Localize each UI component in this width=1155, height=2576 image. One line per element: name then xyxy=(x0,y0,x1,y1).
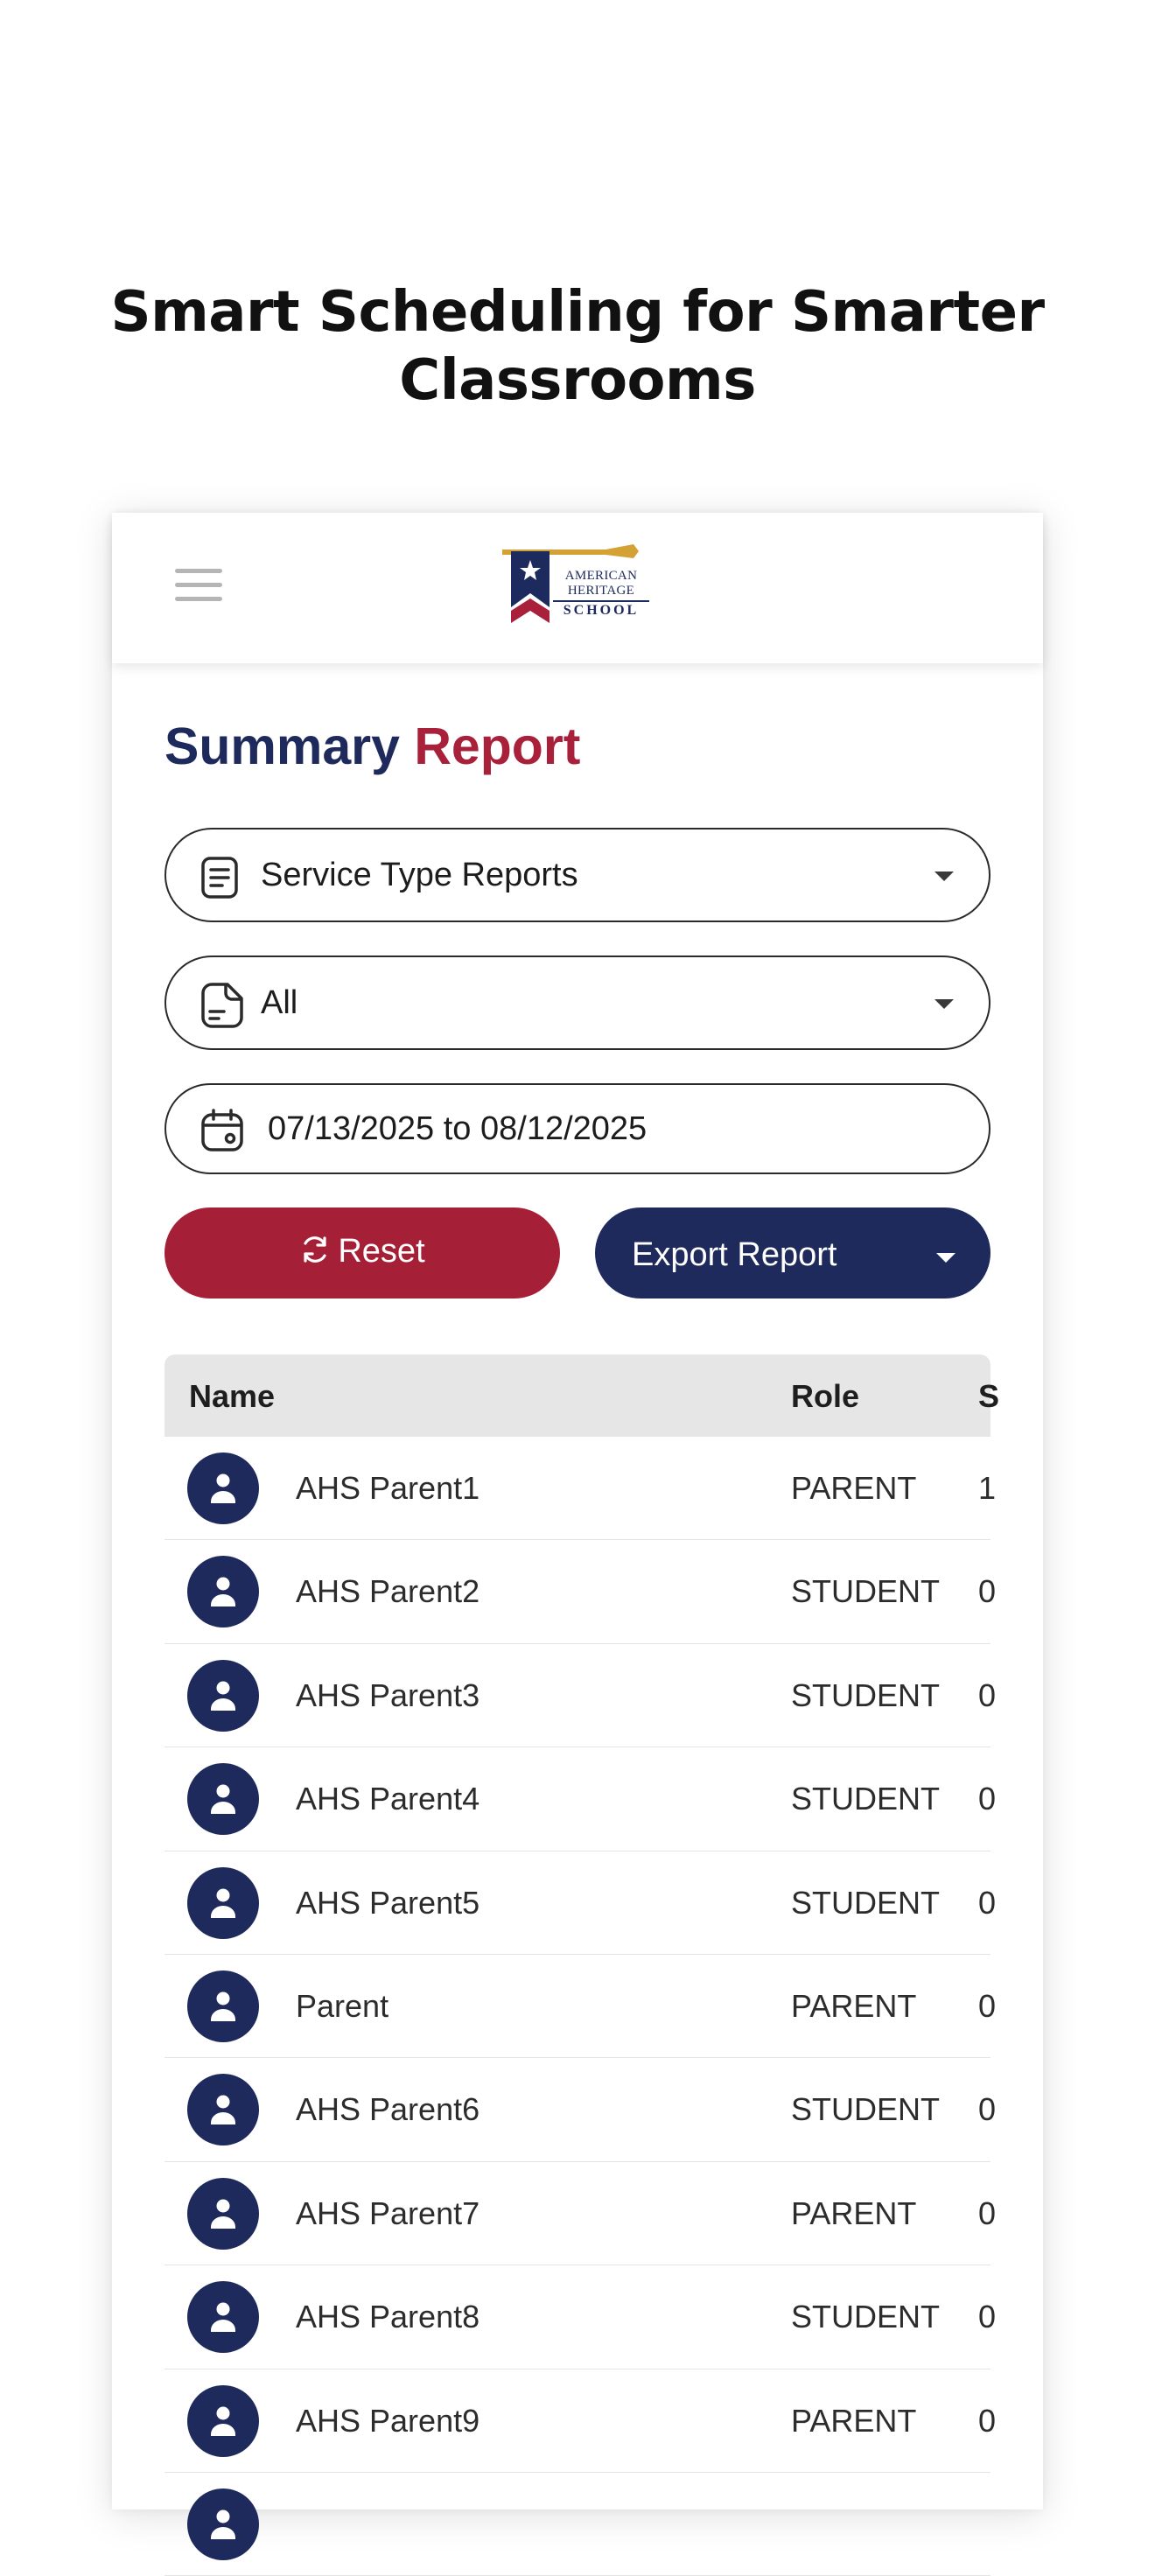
cell-name: AHS Parent5 xyxy=(296,1884,480,1921)
avatar xyxy=(187,1660,259,1732)
cell-role: STUDENT xyxy=(791,1573,940,1610)
cell-name: AHS Parent4 xyxy=(296,1781,480,1817)
cell-name: AHS Parent2 xyxy=(296,1573,480,1610)
avatar xyxy=(187,1452,259,1524)
column-header-name[interactable]: Name xyxy=(189,1378,276,1414)
user-avatar-icon xyxy=(209,1990,237,2023)
school-logo[interactable] xyxy=(500,542,654,626)
avatar xyxy=(187,1970,259,2042)
table-header-row xyxy=(164,1354,1000,1437)
table-row[interactable] xyxy=(164,2473,990,2576)
cell-role: STUDENT xyxy=(791,1781,940,1817)
avatar xyxy=(187,2074,259,2146)
export-report-button[interactable] xyxy=(595,1208,990,1298)
cell-role: PARENT xyxy=(791,2194,917,2231)
user-avatar-icon xyxy=(209,1575,237,1608)
logo-text-line1: AMERICAN xyxy=(564,569,638,583)
subtype-value: All xyxy=(261,984,298,1021)
table-row[interactable] xyxy=(164,2265,997,2369)
user-avatar-icon xyxy=(209,1782,237,1816)
cell-third: 0 xyxy=(978,1987,997,2024)
avatar xyxy=(187,2178,259,2250)
table-row[interactable] xyxy=(164,2370,997,2473)
cell-name: AHS Parent8 xyxy=(296,2299,480,2335)
refresh-icon xyxy=(299,1234,331,1265)
chevron-down-icon xyxy=(934,872,954,881)
table-row[interactable] xyxy=(164,1644,997,1747)
cell-third: 0 xyxy=(978,2402,997,2439)
column-header-third[interactable]: S xyxy=(978,1378,1000,1414)
cell-third: 1 xyxy=(978,1470,997,1506)
user-avatar-icon xyxy=(209,1886,237,1920)
table-row[interactable] xyxy=(164,1747,997,1851)
reset-button[interactable] xyxy=(164,1208,560,1298)
export-label: Export Report xyxy=(632,1236,837,1273)
report-type-select[interactable] xyxy=(164,828,990,922)
avatar xyxy=(187,1763,259,1835)
date-range-field[interactable] xyxy=(164,1083,990,1174)
avatar xyxy=(187,1556,259,1628)
report-document-icon xyxy=(200,856,240,900)
cell-third: 0 xyxy=(978,2299,997,2335)
subtype-select[interactable] xyxy=(164,956,990,1050)
report-type-value: Service Type Reports xyxy=(261,857,578,893)
hamburger-menu-icon[interactable] xyxy=(175,567,222,604)
user-avatar-icon xyxy=(209,1679,237,1712)
table-row[interactable] xyxy=(164,1852,997,1955)
cell-name: AHS Parent6 xyxy=(296,2091,480,2128)
hero-title: Smart Scheduling for Smarter Classrooms xyxy=(110,280,1045,413)
user-avatar-icon xyxy=(209,2093,237,2126)
cell-third: 0 xyxy=(978,2194,997,2231)
cell-role: STUDENT xyxy=(791,2299,940,2335)
cell-third: 0 xyxy=(978,1676,997,1713)
avatar xyxy=(187,2385,259,2457)
chevron-down-icon xyxy=(934,999,954,1009)
cell-third: 0 xyxy=(978,2091,997,2128)
reset-label: Reset xyxy=(338,1233,425,1270)
logo-text-line3: SCHOOL xyxy=(553,600,649,620)
column-header-role[interactable]: Role xyxy=(791,1378,860,1414)
cell-name: Parent xyxy=(296,1987,389,2024)
summary-table xyxy=(164,1354,1000,2576)
cell-third: 0 xyxy=(978,1781,997,1817)
page-title xyxy=(164,716,580,777)
user-avatar-icon xyxy=(209,1472,237,1505)
chevron-down-icon xyxy=(936,1253,956,1263)
cell-name: AHS Parent3 xyxy=(296,1676,480,1713)
date-range-value: 07/13/2025 to 08/12/2025 xyxy=(268,1110,648,1147)
table-body xyxy=(164,1437,997,2576)
user-avatar-icon xyxy=(209,2197,237,2230)
cell-name: AHS Parent7 xyxy=(296,2194,480,2231)
user-avatar-icon xyxy=(209,2300,237,2334)
cell-role: PARENT xyxy=(791,1987,917,2024)
app-header xyxy=(112,513,1043,663)
user-avatar-icon xyxy=(209,2404,237,2438)
calendar-icon xyxy=(200,1108,245,1153)
table-row[interactable] xyxy=(164,2162,997,2265)
avatar xyxy=(187,2488,259,2560)
table-row[interactable] xyxy=(164,2058,997,2161)
cell-role: PARENT xyxy=(791,2402,917,2439)
page-title-summary: Summary xyxy=(164,718,400,775)
cell-role: PARENT xyxy=(791,1470,917,1506)
user-avatar-icon xyxy=(209,2508,237,2541)
cell-role: STUDENT xyxy=(791,1884,940,1921)
avatar xyxy=(187,1867,259,1939)
table-row[interactable] xyxy=(164,1437,997,1540)
cell-third: 0 xyxy=(978,1573,997,1610)
cell-role: STUDENT xyxy=(791,1676,940,1713)
file-icon xyxy=(200,982,245,1029)
page-title-report: Report xyxy=(414,718,581,775)
avatar xyxy=(187,2281,259,2353)
logo-text-line2: HERITAGE xyxy=(567,584,635,598)
app-screenshot xyxy=(112,513,1043,2510)
cell-name: AHS Parent1 xyxy=(296,1470,480,1506)
cell-third: 0 xyxy=(978,1884,997,1921)
table-row[interactable] xyxy=(164,1955,997,2058)
table-row[interactable] xyxy=(164,1540,997,1643)
cell-role: STUDENT xyxy=(791,2091,940,2128)
cell-name: AHS Parent9 xyxy=(296,2402,480,2439)
